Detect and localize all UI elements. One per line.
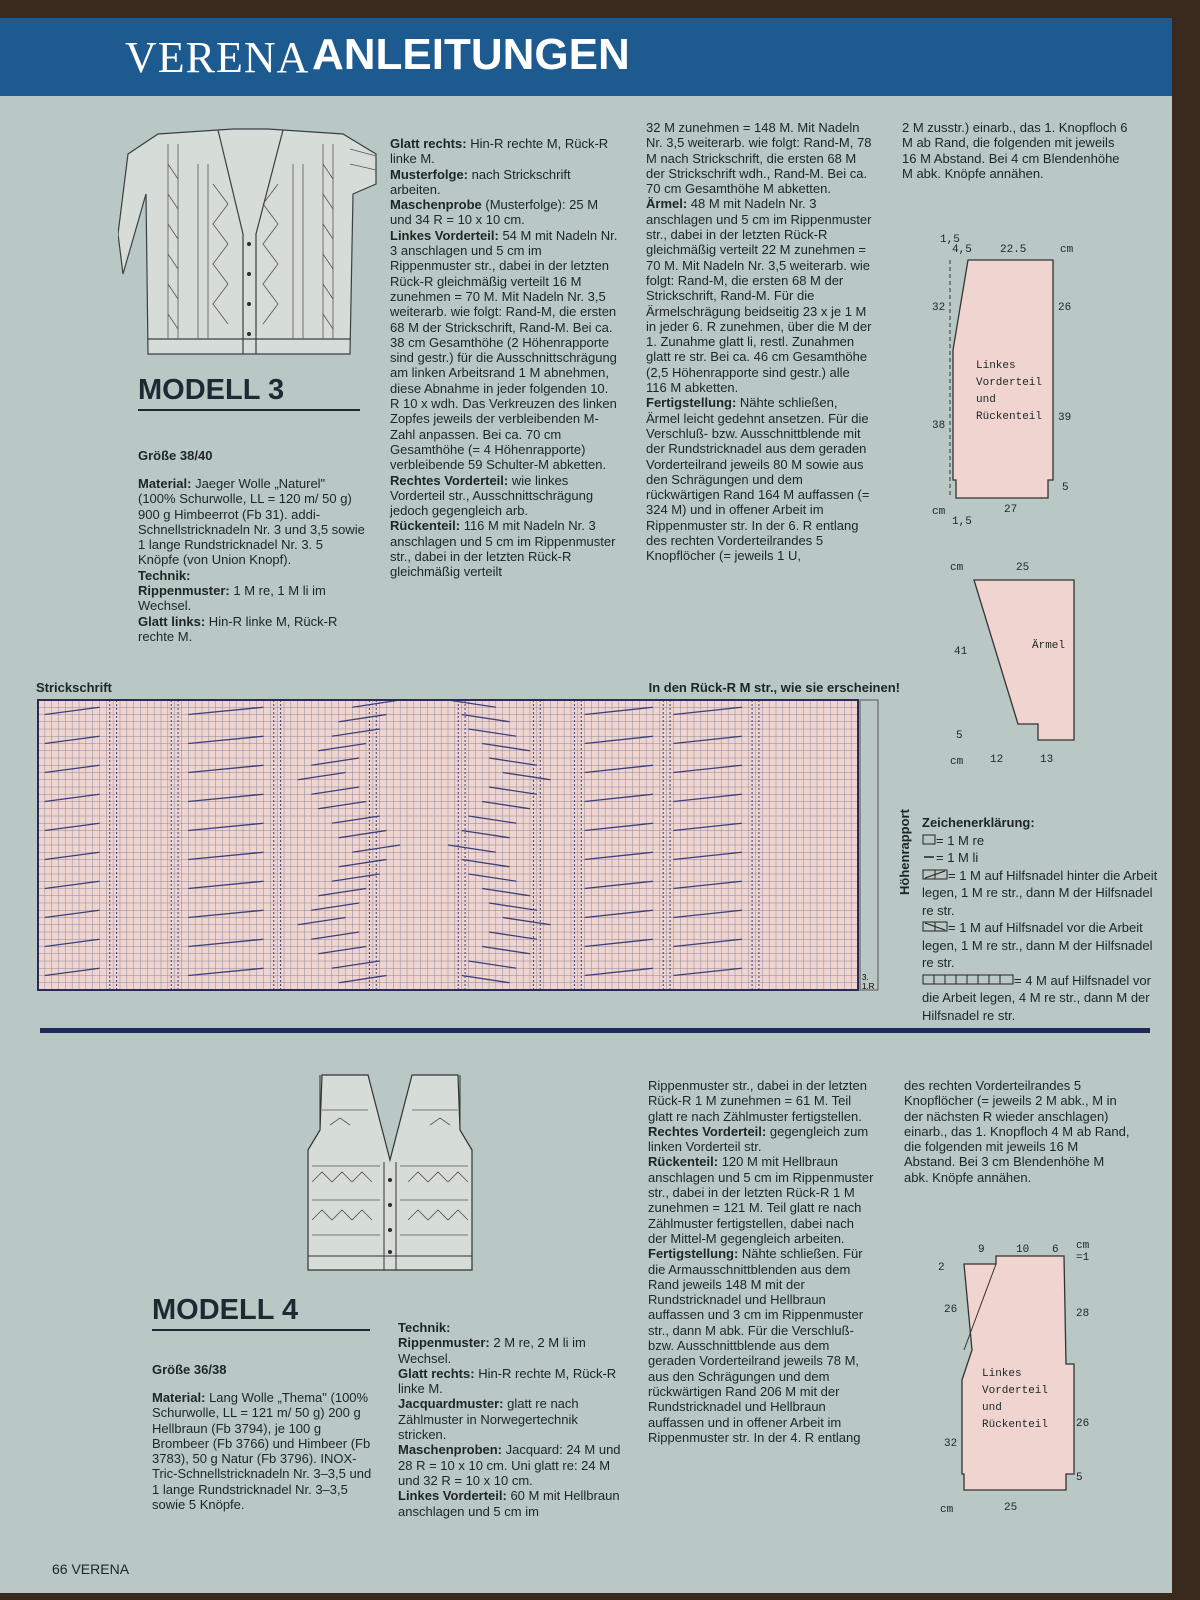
vest-illustration — [300, 1070, 480, 1275]
paragraph-heading: Musterfolge: — [390, 166, 468, 182]
section-divider — [40, 1028, 1150, 1033]
sch3-side-top: 2 — [938, 1262, 945, 1274]
sch1-label-2: Vorderteil — [976, 377, 1043, 389]
sch2-rib: 5 — [956, 730, 963, 742]
paragraph — [398, 1488, 624, 1519]
paragraph — [398, 1442, 624, 1488]
legend-item-cross-front: = 1 M auf Hilfsnadel vor die Arbeit legen, 1 M re str., dann M der Hilfsnadel re str. — [922, 920, 1153, 970]
paragraph-heading: Rückenteil: — [648, 1154, 719, 1170]
paragraph-text: Rippenmuster str., dabei in der letzten Rück-R 1 M zunehmen = 61 M. Teil glatt re nach Zählmuster fertigstellen. — [648, 1078, 867, 1124]
section-title: ANLEITUNGEN — [312, 30, 630, 79]
legend-item-cable-4: = 4 M auf Hilfsnadel vor die Arbeit legen, 4 M re str., dann M der Hilfsnadel re str. — [922, 972, 1151, 1023]
chart-title: Strickschrift — [36, 680, 112, 695]
paragraph-text: Nähte schließen. Für die Armausschnittblenden aus dem Rand jeweils 148 M mit der Rundstricknadel und Hellbraun auffassen und 3 cm im Rippenmuster str., dann M abk. Für die Verschluß- bzw. Ausschnittblende aus dem geraden Vorderteilrand jeweils 78 M, aus den Schrägungen und dem rückwärtigen Rand 206 M mit der Rundstricknadel und Hellbraun auffassen und in offener Arbeit im Rippenmuster str. In der 4. R entlang — [648, 1246, 864, 1445]
sch3-label-3: und — [982, 1402, 1002, 1414]
chart-note: In den Rück-R M str., wie sie erscheinen! — [648, 680, 900, 695]
paragraph-heading: Linkes Vorderteil: — [390, 227, 499, 243]
cross-front-symbol-icon — [922, 921, 948, 932]
paragraph-text: Lang Wolle „Thema" (100% Schurwolle, LL = 121 m/ 50 g) 200 g Hellbraun (Fb 3794), je 100 g Brombeer (Fb 3766) und Himbeer (Fb 3783), 50 g Natur (Fb 3796). INOX-Tric-Schnellstricknadeln Nr. 3–3,5 und 1 lange Rundstricknadel Nr. 3–3,5 sowie 5 Knöpfe. — [152, 1390, 372, 1513]
modell-3-size: Größe 38/40 — [138, 448, 213, 463]
chart-grid — [36, 698, 900, 998]
sch1-label-3: und — [976, 394, 996, 406]
chart-row-label-1: 1.R — [862, 982, 875, 991]
paragraph-heading: Glatt rechts: — [390, 136, 467, 151]
paragraph — [390, 167, 618, 198]
paragraph-text: 1 M re, 1 M li im Wechsel. — [138, 583, 326, 614]
sch3-top-c: 6 — [1052, 1244, 1059, 1256]
paragraph-text: Hin-R linke M, Rück-R rechte M. — [138, 613, 338, 644]
paragraph — [390, 136, 618, 167]
sch1-unit-bottom: cm — [932, 506, 946, 518]
legend-title: Zeichenerklärung: — [922, 815, 1035, 830]
paragraph — [138, 614, 366, 645]
modell-4-title: MODELL 4 — [152, 1294, 370, 1331]
modell-4-size: Größe 36/38 — [152, 1362, 227, 1377]
paragraph-text: 54 M mit Nadeln Nr. 3 anschlagen und 5 cm im Rippenmuster str., dabei in der letzten Rück-R gleichmäßig verteilt 16 M zunehmen = 70 M. Mit Nadeln Nr. 3,5 weiterarb. wie folgt: Rand-M, die ersten 68 M der Strickschrift, Rand-M. Bei ca. 38 cm Gesamthöhe (2 Höhenrapporte sind gestr.) für die Ausschnittschrägung am linken Arbeitsrand 1 M abnehmen, diese Abnahme in jeder folgenden 10. R 10 x wdh. Das Verkreuzen des linken Zopfes jeweils der verbleibenden M-Zahl anpassen. Bei ca. 70 cm Gesamthöhe (= 4 Höhenrapporte) verbleibende 59 Schulter-M abketten. — [390, 227, 618, 473]
page-footer: 66 VERENA — [52, 1561, 130, 1577]
sch3-label-2: Vorderteil — [982, 1385, 1049, 1397]
sch1-top-left2: 4,5 — [952, 244, 972, 256]
sch3-h-bottom-left: 32 — [944, 1438, 958, 1450]
sch3-unit2: =1 — [1076, 1252, 1090, 1264]
paragraph-text: 116 M mit Nadeln Nr. 3 anschlagen und 5 cm im Rippenmuster str., dabei in der letzten Rück-R gleichmäßig verteilt — [390, 518, 616, 580]
paragraph-text: 60 M mit Hellbraun anschlagen und 5 cm im — [398, 1488, 620, 1519]
chart-rapport-label — [894, 777, 914, 897]
paragraph-heading: Technik: — [398, 1320, 451, 1335]
sch1-top: 22.5 — [1000, 244, 1027, 256]
paragraph — [648, 1154, 876, 1246]
sch3-unit-bottom: cm — [940, 1504, 954, 1516]
legend-item-knit: = 1 M re — [922, 832, 1160, 850]
cardigan-illustration — [118, 124, 380, 364]
paragraph-text: Jacquard: 24 M und 28 R = 10 x 10 cm. Uni glatt re: 24 M und 32 R = 10 x 10 cm. — [398, 1442, 621, 1488]
sch1-bottom-left: 1,5 — [952, 516, 972, 528]
modell-3-column-2 — [390, 136, 618, 580]
paragraph — [646, 196, 874, 395]
paragraph-heading: Rechtes Vorderteil: — [390, 472, 509, 488]
paragraph-text: Jaeger Wolle „Naturel" (100% Schurwolle, LL = 120 m/ 50 g) 900 g Himbeerrot (Fb 31). addi-Schnellstricknadeln Nr. 3 und 3,5 sowie 1 lange Rundstricknadel Nr. 3. 5 Knöpfe (von Union Knopf). — [138, 476, 365, 568]
magazine-page — [0, 18, 1172, 1593]
paragraph — [138, 568, 366, 583]
sch3-bottom: 25 — [1004, 1502, 1018, 1514]
modell-3-column-4: 2 M zusstr.) einarb., das 1. Knopfloch 6 M ab Rand, die folgenden mit jeweils 16 M Abstand. Bei 4 cm Blendenhöhe M abk. Knöpfe annähen. — [902, 120, 1128, 181]
legend-item-purl: = 1 M li — [922, 849, 1160, 867]
paragraph — [390, 228, 618, 473]
paragraph — [390, 197, 618, 228]
sch1-h-top-right: 26 — [1058, 302, 1072, 314]
paragraph-heading: Material: — [152, 1390, 206, 1405]
paragraph-heading: Glatt links: — [138, 613, 206, 629]
modell-4-column-2 — [398, 1320, 624, 1519]
sch1-unit: cm — [1060, 244, 1074, 256]
paragraph — [648, 1246, 876, 1445]
paragraph-heading: Maschenproben: — [398, 1442, 503, 1458]
paragraph — [648, 1124, 876, 1155]
paragraph — [390, 518, 618, 579]
paragraph — [152, 1390, 374, 1512]
paragraph-heading: Technik: — [138, 567, 191, 583]
sch2-label: Ärmel — [1032, 640, 1066, 652]
paragraph-heading: Linkes Vorderteil: — [398, 1488, 507, 1504]
sch3-label-1: Linkes — [982, 1368, 1022, 1380]
paragraph — [390, 473, 618, 519]
brand-logo: VERENA — [125, 33, 310, 82]
sch3-h-top-right: 28 — [1076, 1308, 1090, 1320]
paragraph — [646, 395, 874, 563]
chart-rapport-text: Höhenrapport — [897, 809, 912, 895]
modell-4-column-3 — [648, 1078, 876, 1445]
paragraph-text: wie linkes Vorderteil str., Ausschnittschrägung jedoch gegengleich arb. — [390, 472, 594, 519]
sch2-unit: cm — [950, 562, 964, 574]
legend-item-cross-back: = 1 M auf Hilfsnadel hinter die Arbeit legen, 1 M re str., dann M der Hilfsnadel re str. — [922, 867, 1158, 918]
paragraph-text: 48 M mit Nadeln Nr. 3 anschlagen und 5 cm im Rippenmuster str., dabei in der letzten Rück-R gleichmäßig verteilt 22 M zunehmen = 70 M. Mit Nadeln Nr. 3,5 weiterarb. wie folgt: Rand-M, die ersten 68 M der Strickschrift, Rand-M. Für die Ärmelschrägung beidseitig 23 x je 1 M in jeder 6. R zunehmen, über die M der 1. Zunahme glatt li, restl. Zunahmen glatt re str. Bei ca. 46 cm Gesamthöhe (2,5 Höhenrapporte sind gestr.) alle 116 M abketten. — [646, 196, 872, 396]
sch2-unit-bottom: cm — [950, 756, 964, 768]
sch3-h-bottom-right: 26 — [1076, 1418, 1090, 1430]
knitting-chart — [36, 680, 912, 998]
sch1-h-top-left: 32 — [932, 302, 946, 314]
sch3-h-top-left: 26 — [944, 1304, 958, 1316]
modell-4-column-4: des rechten Vorderteilrandes 5 Knopflöcher (= jeweils 2 M abk., M in der nächsten R wieder anschlagen) einarb., das 1. Knopfloch 4 M ab Rand, die folgenden mit jeweils 16 M Abstand. Bei 3 cm Blendenhöhe M abk. Knöpfe annähen. — [904, 1078, 1130, 1185]
paragraph-text: Hin-R rechte M, Rück-R linke M. — [390, 136, 609, 167]
paragraph-heading: Ärmel: — [646, 196, 688, 212]
schematic-sleeve — [948, 558, 1106, 780]
sch1-h-bottom-right: 39 — [1058, 412, 1072, 424]
paragraph-heading: Fertigstellung: — [648, 1246, 739, 1262]
paragraph-heading: Glatt rechts: — [398, 1365, 475, 1381]
sch1-bottom: 27 — [1004, 504, 1018, 516]
schematic-vest — [934, 1240, 1104, 1520]
paragraph-text: nach Strickschrift arbeiten. — [390, 166, 571, 197]
paragraph — [138, 583, 366, 614]
paragraph-heading: Material: — [138, 476, 192, 491]
paragraph — [648, 1078, 876, 1124]
purl-symbol-icon — [922, 851, 936, 862]
sch2-left: 41 — [954, 646, 968, 658]
paragraph-heading: Rippenmuster: — [138, 583, 230, 599]
sch3-top-b: 10 — [1016, 1244, 1030, 1256]
sch1-rib: 5 — [1062, 482, 1069, 494]
cable-4-symbol-icon — [922, 974, 1014, 985]
paragraph-text: (Musterfolge): 25 M und 34 R = 10 x 10 cm. — [390, 197, 599, 228]
paragraph-text: 2 M re, 2 M li im Wechsel. — [398, 1335, 586, 1366]
legend — [922, 814, 1160, 1024]
sch1-label-4: Rückenteil — [976, 411, 1043, 423]
sch3-rib: 5 — [1076, 1472, 1083, 1484]
header-bar — [0, 18, 1172, 96]
sch1-label-1: Linkes — [976, 360, 1016, 372]
paragraph-heading: Maschenprobe — [390, 197, 482, 213]
paragraph-heading: Rechtes Vorderteil: — [648, 1123, 767, 1139]
sch1-top-left: 1,5 — [940, 234, 960, 246]
paragraph-text: 120 M mit Hellbraun anschlagen und 5 cm im Rippenmuster str., dabei in der letzten Rück-R 1 M zunehmen = 121 M. Teil glatt re nach Zählmuster fertigstellen, dabei nach der Mittel-M gegengleich arbeiten. — [648, 1154, 874, 1246]
modell-4-column-1 — [152, 1390, 374, 1512]
paragraph-heading: Rückenteil: — [390, 518, 461, 534]
sch2-top: 25 — [1016, 562, 1030, 574]
paragraph-text: Nähte schließen, Ärmel leicht gedehnt ansetzen. Für die Verschluß- bzw. Ausschnittblende mit der Rundstricknadel aus dem geraden Vorderteilrand jeweils 80 M sowie aus den Schrägungen und dem rückwärtigen Rand 164 M auffassen (= 324 M) und in offener Arbeit im Rippenmuster str. In der 6. R entlang des rechten Vorderteilrandes 5 Knopflöcher (= jeweils 1 U, — [646, 395, 870, 564]
chart-rapport-column — [860, 700, 878, 990]
paragraph-text: gegengleich zum linken Vorderteil str. — [648, 1123, 869, 1155]
paragraph-text: 32 M zunehmen = 148 M. Mit Nadeln Nr. 3,5 weiterarb. wie folgt: Rand-M, 78 M nach Strickschrift, die ersten 68 M der Strickschrift wdh., Rand-M. Bei ca. 70 cm Gesamthöhe M abketten. — [646, 120, 872, 197]
sch2-bottom-left: 12 — [990, 754, 1004, 766]
paragraph-heading: Fertigstellung: — [646, 395, 737, 411]
paragraph-heading: Rippenmuster: — [398, 1335, 490, 1351]
knit-symbol-icon — [922, 834, 936, 845]
sch3-unit: cm — [1076, 1240, 1090, 1252]
modell-3-column-1 — [138, 476, 366, 644]
paragraph — [138, 476, 366, 568]
sch1-h-bottom-left: 38 — [932, 420, 946, 432]
sch3-label-4: Rückenteil — [982, 1419, 1049, 1431]
schematic-body — [928, 230, 1086, 530]
paragraph — [398, 1396, 624, 1442]
sch2-bottom-right: 13 — [1040, 754, 1054, 766]
modell-3-title: MODELL 3 — [138, 374, 360, 411]
paragraph-text: Hin-R rechte M, Rück-R linke M. — [398, 1365, 617, 1397]
paragraph-text: glatt re nach Zählmuster in Norwegertechnik stricken. — [398, 1396, 579, 1443]
paragraph — [398, 1335, 624, 1366]
paragraph — [398, 1366, 624, 1397]
paragraph — [398, 1320, 624, 1335]
paragraph-heading: Jacquardmuster: — [398, 1396, 504, 1412]
chart-row-label-3: 3. — [862, 973, 869, 982]
cross-back-symbol-icon — [922, 869, 948, 880]
paragraph — [646, 120, 874, 196]
sch3-top-a: 9 — [978, 1244, 985, 1256]
modell-3-column-3 — [646, 120, 874, 564]
